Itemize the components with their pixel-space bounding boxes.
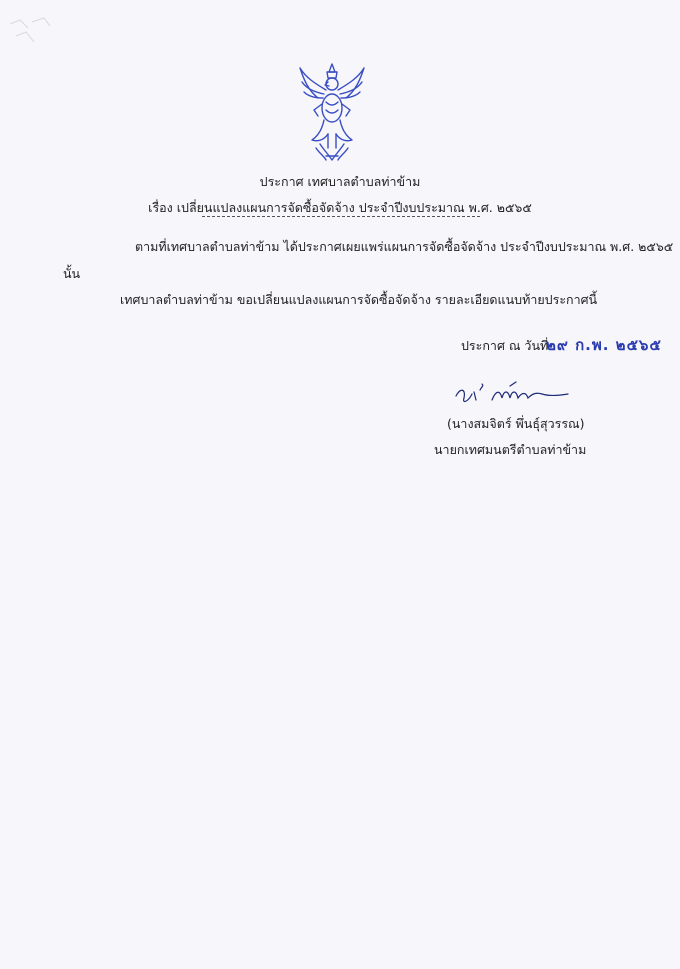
announcement-heading: ประกาศ เทศบาลตำบลท่าข้าม bbox=[259, 174, 421, 189]
signer-title: นายกเทศมนตรีตำบลท่าข้าม bbox=[434, 442, 587, 457]
paragraph-1: ตามที่เทศบาลตำบลท่าข้าม ได้ประกาศเผยแพร่แผนการจัดซื้อจัดจ้าง ประจำปีงบประมาณ พ.ศ. ๒๕๖๕ bbox=[135, 239, 674, 254]
paragraph-1-continuation: นั้น bbox=[63, 266, 81, 281]
date-label: ประกาศ ณ วันที่ bbox=[461, 338, 549, 353]
announcement-subject: เรื่อง เปลี่ยนแปลงแผนการจัดซื้อจัดจ้าง ประจำปีงบประมาณ พ.ศ. ๒๕๖๕ bbox=[148, 200, 532, 215]
signer-name: (นางสมจิตร์ พึ่นธุ์สุวรรณ) bbox=[447, 416, 585, 431]
date-stamp: ๒๙ ก.พ. ๒๕๖๕ bbox=[546, 336, 662, 354]
garuda-emblem-icon bbox=[296, 60, 368, 164]
divider bbox=[202, 216, 480, 217]
paragraph-2: เทศบาลตำบลท่าข้าม ขอเปลี่ยนแปลงแผนการจัดซื้อจัดจ้าง รายละเอียดแนบท้ายประกาศนี้ bbox=[120, 292, 598, 307]
paper-fold-mark bbox=[6, 16, 54, 56]
handwritten-signature bbox=[452, 380, 572, 408]
